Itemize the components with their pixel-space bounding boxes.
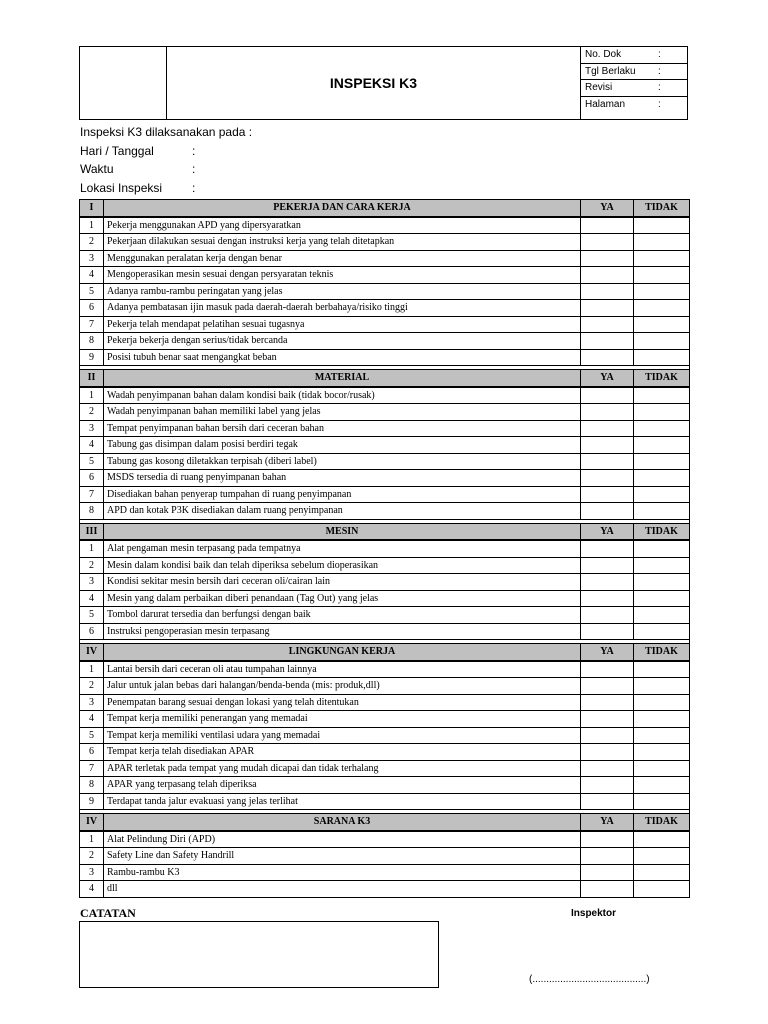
item-text: Pekerja telah mendapat pelatihan sesuai tugasnya xyxy=(104,316,581,333)
checklist-row xyxy=(80,316,690,333)
tidak-checkbox-cell[interactable] xyxy=(634,678,690,695)
meta-row-tgl-berlaku xyxy=(581,64,687,81)
item-number: 2 xyxy=(80,848,104,865)
item-text: Menggunakan peralatan kerja dengan benar xyxy=(104,250,581,267)
meta-row-halaman xyxy=(581,97,687,114)
ya-checkbox-cell[interactable] xyxy=(581,234,634,251)
field-label: Lokasi Inspeksi xyxy=(80,180,163,195)
ya-checkbox-cell[interactable] xyxy=(581,486,634,503)
ya-checkbox-cell[interactable] xyxy=(581,316,634,333)
item-number: 3 xyxy=(80,250,104,267)
item-text: Lantai bersih dari ceceran oli atau tumpahan lainnya xyxy=(104,661,581,678)
checklist-row xyxy=(80,864,690,881)
checklist-row xyxy=(80,831,690,848)
ya-column-header: YA xyxy=(581,523,634,540)
item-number: 5 xyxy=(80,607,104,624)
ya-column-header: YA xyxy=(581,200,634,217)
item-number: 8 xyxy=(80,503,104,520)
ya-checkbox-cell[interactable] xyxy=(581,540,634,557)
ya-checkbox-cell[interactable] xyxy=(581,420,634,437)
item-number: 3 xyxy=(80,694,104,711)
ya-checkbox-cell[interactable] xyxy=(581,694,634,711)
ya-checkbox-cell[interactable] xyxy=(581,864,634,881)
item-number: 2 xyxy=(80,234,104,251)
checklist-row xyxy=(80,300,690,317)
ya-checkbox-cell[interactable] xyxy=(581,793,634,810)
meta-label: Halaman xyxy=(585,98,626,110)
item-text: Penempatan barang sesuai dengan lokasi yang telah ditentukan xyxy=(104,694,581,711)
item-number: 4 xyxy=(80,881,104,898)
ya-checkbox-cell[interactable] xyxy=(581,661,634,678)
tidak-checkbox-cell[interactable] xyxy=(634,661,690,678)
item-number: 9 xyxy=(80,349,104,366)
ya-checkbox-cell[interactable] xyxy=(581,711,634,728)
checklist-row xyxy=(80,881,690,898)
tidak-checkbox-cell[interactable] xyxy=(634,503,690,520)
ya-checkbox-cell[interactable] xyxy=(581,217,634,234)
tidak-checkbox-cell[interactable] xyxy=(634,793,690,810)
tidak-checkbox-cell[interactable] xyxy=(634,711,690,728)
field-lokasi-inspeksi xyxy=(80,179,380,198)
ya-checkbox-cell[interactable] xyxy=(581,744,634,761)
item-text: Pekerja bekerja dengan serius/tidak bercanda xyxy=(104,333,581,350)
item-number: 5 xyxy=(80,727,104,744)
item-number: 1 xyxy=(80,217,104,234)
tidak-checkbox-cell[interactable] xyxy=(634,234,690,251)
inspection-info xyxy=(80,123,380,197)
section-title: LINGKUNGAN KERJA xyxy=(104,644,581,661)
item-number: 6 xyxy=(80,623,104,640)
item-text: Pekerja menggunakan APD yang dipersyaratkan xyxy=(104,217,581,234)
section-title: SARANA K3 xyxy=(104,814,581,831)
field-hari-tanggal xyxy=(80,142,380,161)
tidak-checkbox-cell[interactable] xyxy=(634,607,690,624)
checklist-row xyxy=(80,349,690,366)
ya-checkbox-cell[interactable] xyxy=(581,727,634,744)
item-number: 4 xyxy=(80,267,104,284)
item-text: Pekerjaan dilakukan sesuai dengan instruksi kerja yang telah ditetapkan xyxy=(104,234,581,251)
section-title: MATERIAL xyxy=(104,370,581,387)
field-label: Hari / Tanggal xyxy=(80,143,154,158)
tidak-checkbox-cell[interactable] xyxy=(634,404,690,421)
item-text: Tempat kerja memiliki ventilasi udara yang memadai xyxy=(104,727,581,744)
checklist-row xyxy=(80,848,690,865)
section-header-row xyxy=(80,200,690,217)
meta-row-revisi xyxy=(581,80,687,97)
checklist-row xyxy=(80,727,690,744)
ya-checkbox-cell[interactable] xyxy=(581,333,634,350)
item-text: Tempat kerja telah disediakan APAR xyxy=(104,744,581,761)
ya-checkbox-cell[interactable] xyxy=(581,831,634,848)
checklist-row xyxy=(80,333,690,350)
checklist-row xyxy=(80,661,690,678)
tidak-checkbox-cell[interactable] xyxy=(634,387,690,404)
meta-label: Tgl Berlaku xyxy=(585,65,636,77)
inspektor-label: Inspektor xyxy=(571,908,617,919)
field-colon: : xyxy=(192,180,196,195)
ya-checkbox-cell[interactable] xyxy=(581,387,634,404)
tidak-checkbox-cell[interactable] xyxy=(634,557,690,574)
item-number: 1 xyxy=(80,540,104,557)
item-number: 7 xyxy=(80,316,104,333)
checklist-row xyxy=(80,420,690,437)
ya-checkbox-cell[interactable] xyxy=(581,590,634,607)
item-text: Safety Line dan Safety Handrill xyxy=(104,848,581,865)
tidak-checkbox-cell[interactable] xyxy=(634,300,690,317)
item-text: Adanya pembatasan ijin masuk pada daerah-daerah berbahaya/risiko tinggi xyxy=(104,300,581,317)
item-text: Posisi tubuh benar saat mengangkat beban xyxy=(104,349,581,366)
tidak-checkbox-cell[interactable] xyxy=(634,540,690,557)
meta-colon: : xyxy=(658,82,661,93)
section-header-row xyxy=(80,370,690,387)
section-header-row xyxy=(80,814,690,831)
checklist-row xyxy=(80,694,690,711)
checklist-row xyxy=(80,760,690,777)
item-text: Mesin dalam kondisi baik dan telah diperiksa sebelum dioperasikan xyxy=(104,557,581,574)
tidak-checkbox-cell[interactable] xyxy=(634,864,690,881)
tidak-checkbox-cell[interactable] xyxy=(634,283,690,300)
checklist-row xyxy=(80,793,690,810)
ya-checkbox-cell[interactable] xyxy=(581,437,634,454)
item-number: 3 xyxy=(80,574,104,591)
tidak-checkbox-cell[interactable] xyxy=(634,694,690,711)
tidak-column-header: TIDAK xyxy=(634,523,690,540)
checklist-row xyxy=(80,387,690,404)
ya-checkbox-cell[interactable] xyxy=(581,678,634,695)
tidak-checkbox-cell[interactable] xyxy=(634,316,690,333)
checklist-row xyxy=(80,217,690,234)
item-text: Instruksi pengoperasian mesin terpasang xyxy=(104,623,581,640)
section-number: II xyxy=(80,370,104,387)
item-text: Wadah penyimpanan bahan memiliki label yang jelas xyxy=(104,404,581,421)
item-text: Mesin yang dalam perbaikan diberi penandaan (Tag Out) yang jelas xyxy=(104,590,581,607)
checklist-row xyxy=(80,711,690,728)
tidak-checkbox-cell[interactable] xyxy=(634,760,690,777)
section-title: PEKERJA DAN CARA KERJA xyxy=(104,200,581,217)
item-text: dll xyxy=(104,881,581,898)
tidak-checkbox-cell[interactable] xyxy=(634,881,690,898)
item-text: Tombol darurat tersedia dan berfungsi dengan baik xyxy=(104,607,581,624)
item-text: Wadah penyimpanan bahan dalam kondisi baik (tidak bocor/rusak) xyxy=(104,387,581,404)
inspection-checklist xyxy=(79,199,690,898)
section-header-row xyxy=(80,523,690,540)
tidak-checkbox-cell[interactable] xyxy=(634,453,690,470)
ya-checkbox-cell[interactable] xyxy=(581,470,634,487)
checklist-row xyxy=(80,590,690,607)
ya-checkbox-cell[interactable] xyxy=(581,404,634,421)
ya-checkbox-cell[interactable] xyxy=(581,760,634,777)
document-header xyxy=(79,46,688,120)
ya-checkbox-cell[interactable] xyxy=(581,349,634,366)
checklist-row xyxy=(80,404,690,421)
tidak-checkbox-cell[interactable] xyxy=(634,333,690,350)
item-number: 4 xyxy=(80,590,104,607)
ya-column-header: YA xyxy=(581,814,634,831)
meta-colon: : xyxy=(658,49,661,60)
section-title: MESIN xyxy=(104,523,581,540)
field-waktu xyxy=(80,160,380,179)
section-number: III xyxy=(80,523,104,540)
checklist-row xyxy=(80,540,690,557)
meta-label: Revisi xyxy=(585,82,613,93)
tidak-column-header: TIDAK xyxy=(634,814,690,831)
item-number: 1 xyxy=(80,387,104,404)
tidak-checkbox-cell[interactable] xyxy=(634,217,690,234)
ya-checkbox-cell[interactable] xyxy=(581,607,634,624)
tidak-checkbox-cell[interactable] xyxy=(634,623,690,640)
item-number: 3 xyxy=(80,420,104,437)
field-label: Waktu xyxy=(80,162,114,176)
tidak-checkbox-cell[interactable] xyxy=(634,727,690,744)
item-text: Tabung gas kosong diletakkan terpisah (diberi label) xyxy=(104,453,581,470)
item-text: Alat Pelindung Diri (APD) xyxy=(104,831,581,848)
item-number: 1 xyxy=(80,831,104,848)
ya-checkbox-cell[interactable] xyxy=(581,881,634,898)
checklist-body xyxy=(80,200,690,898)
item-text: APD dan kotak P3K disediakan dalam ruang penyimpanan xyxy=(104,503,581,520)
ya-checkbox-cell[interactable] xyxy=(581,557,634,574)
checklist-row xyxy=(80,678,690,695)
ya-checkbox-cell[interactable] xyxy=(581,503,634,520)
ya-checkbox-cell[interactable] xyxy=(581,848,634,865)
tidak-column-header: TIDAK xyxy=(634,200,690,217)
tidak-checkbox-cell[interactable] xyxy=(634,590,690,607)
checklist-row xyxy=(80,777,690,794)
item-number: 9 xyxy=(80,793,104,810)
section-number: IV xyxy=(80,644,104,661)
item-text: APAR yang terpasang telah diperiksa xyxy=(104,777,581,794)
checklist-row xyxy=(80,250,690,267)
checklist-row xyxy=(80,453,690,470)
item-text: Tempat kerja memiliki penerangan yang memadai xyxy=(104,711,581,728)
item-text: APAR terletak pada tempat yang mudah dicapai dan tidak terhalang xyxy=(104,760,581,777)
tidak-checkbox-cell[interactable] xyxy=(634,777,690,794)
tidak-checkbox-cell[interactable] xyxy=(634,848,690,865)
logo-cell xyxy=(80,47,167,119)
tidak-column-header: TIDAK xyxy=(634,370,690,387)
tidak-checkbox-cell[interactable] xyxy=(634,470,690,487)
section-number: IV xyxy=(80,814,104,831)
ya-checkbox-cell[interactable] xyxy=(581,250,634,267)
tidak-checkbox-cell[interactable] xyxy=(634,349,690,366)
section-header-row xyxy=(80,644,690,661)
ya-checkbox-cell[interactable] xyxy=(581,267,634,284)
item-number: 7 xyxy=(80,760,104,777)
item-text: Disediakan bahan penyerap tumpahan di ruang penyimpanan xyxy=(104,486,581,503)
checklist-row xyxy=(80,503,690,520)
checklist-row xyxy=(80,437,690,454)
meta-colon: : xyxy=(658,98,661,110)
document-title: INSPEKSI K3 xyxy=(167,47,581,119)
tidak-checkbox-cell[interactable] xyxy=(634,267,690,284)
item-number: 8 xyxy=(80,777,104,794)
checklist-row xyxy=(80,607,690,624)
intro-heading: Inspeksi K3 dilaksanakan pada : xyxy=(80,125,253,139)
tidak-checkbox-cell[interactable] xyxy=(634,250,690,267)
item-number: 7 xyxy=(80,486,104,503)
ya-checkbox-cell[interactable] xyxy=(581,574,634,591)
tidak-checkbox-cell[interactable] xyxy=(634,420,690,437)
item-text: Alat pengaman mesin terpasang pada tempatnya xyxy=(104,540,581,557)
item-number: 3 xyxy=(80,864,104,881)
signature-line: (.........................................) xyxy=(529,974,650,985)
checklist-row xyxy=(80,623,690,640)
ya-column-header: YA xyxy=(581,370,634,387)
item-text: Kondisi sekitar mesin bersih dari ceceran oli/cairan lain xyxy=(104,574,581,591)
item-number: 8 xyxy=(80,333,104,350)
catatan-notes-box[interactable] xyxy=(79,921,439,988)
tidak-checkbox-cell[interactable] xyxy=(634,486,690,503)
item-text: Adanya rambu-rambu peringatan yang jelas xyxy=(104,283,581,300)
item-number: 2 xyxy=(80,404,104,421)
checklist-row xyxy=(80,486,690,503)
meta-colon: : xyxy=(658,65,661,77)
item-text: Jalur untuk jalan bebas dari halangan/benda-benda (mis: produk,dll) xyxy=(104,678,581,695)
item-number: 6 xyxy=(80,470,104,487)
meta-row-no-dok xyxy=(581,47,687,64)
meta-label: No. Dok xyxy=(585,49,622,60)
item-number: 4 xyxy=(80,437,104,454)
item-text: Mengoperasikan mesin sesuai dengan persyaratan teknis xyxy=(104,267,581,284)
ya-checkbox-cell[interactable] xyxy=(581,777,634,794)
tidak-checkbox-cell[interactable] xyxy=(634,831,690,848)
item-number: 1 xyxy=(80,661,104,678)
ya-checkbox-cell[interactable] xyxy=(581,453,634,470)
field-colon: : xyxy=(192,162,196,176)
item-number: 6 xyxy=(80,744,104,761)
catatan-label: CATATAN xyxy=(80,906,136,920)
checklist-row xyxy=(80,267,690,284)
ya-column-header: YA xyxy=(581,644,634,661)
tidak-column-header: TIDAK xyxy=(634,644,690,661)
section-number: I xyxy=(80,200,104,217)
ya-checkbox-cell[interactable] xyxy=(581,623,634,640)
tidak-checkbox-cell[interactable] xyxy=(634,744,690,761)
item-text: Terdapat tanda jalur evakuasi yang jelas terlihat xyxy=(104,793,581,810)
item-text: MSDS tersedia di ruang penyimpanan bahan xyxy=(104,470,581,487)
document-meta xyxy=(581,47,687,119)
item-number: 5 xyxy=(80,283,104,300)
checklist-row xyxy=(80,234,690,251)
tidak-checkbox-cell[interactable] xyxy=(634,437,690,454)
item-text: Rambu-rambu K3 xyxy=(104,864,581,881)
item-number: 2 xyxy=(80,678,104,695)
item-number: 4 xyxy=(80,711,104,728)
tidak-checkbox-cell[interactable] xyxy=(634,574,690,591)
checklist-row xyxy=(80,574,690,591)
field-colon: : xyxy=(192,143,196,158)
item-number: 5 xyxy=(80,453,104,470)
checklist-row xyxy=(80,470,690,487)
checklist-row xyxy=(80,744,690,761)
item-number: 2 xyxy=(80,557,104,574)
checklist-row xyxy=(80,557,690,574)
checklist-row xyxy=(80,283,690,300)
ya-checkbox-cell[interactable] xyxy=(581,300,634,317)
item-text: Tabung gas disimpan dalam posisi berdiri tegak xyxy=(104,437,581,454)
item-number: 6 xyxy=(80,300,104,317)
ya-checkbox-cell[interactable] xyxy=(581,283,634,300)
item-text: Tempat penyimpanan bahan bersih dari ceceran bahan xyxy=(104,420,581,437)
